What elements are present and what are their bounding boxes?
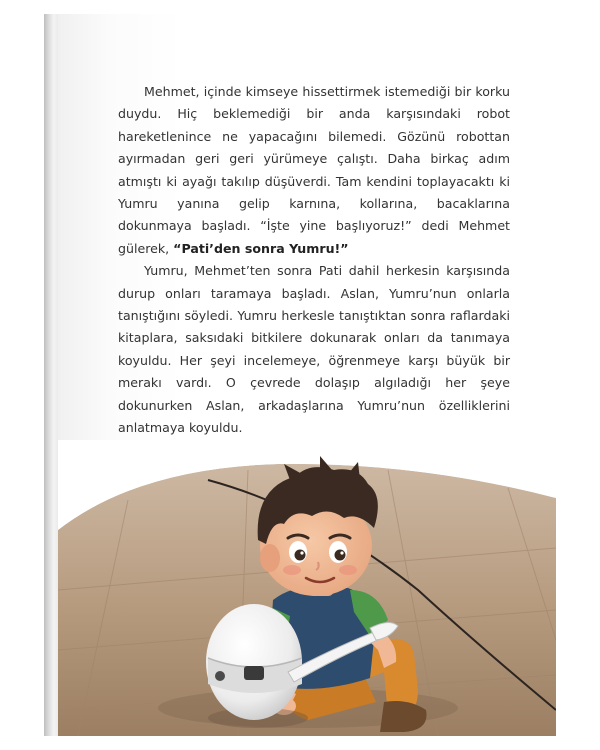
story-paragraph-1 [118, 81, 510, 260]
story-text [118, 81, 510, 440]
paragraph-1-text: Mehmet, içinde kimseye hissettirmek istemediği bir korku duydu. Hiç beklemediği bir anda karşısındaki robot hareketlenince ne yapacağını bilemedi. Gözünü robottan ayırmadan geri geri yürümeye çalıştı. Daha birkaç adım atmıştı ki ayağı takılıp düşüverdi. Tam kendini toplayacaktı ki Yumru yanına gelip karnına, kollarına, bacaklarına dokunmaya başladı. “İşte yine başlıyoruz!” dedi Mehmet gülerek, [118, 84, 510, 256]
story-illustration [58, 440, 556, 736]
paragraph-1-emphasis: “Pati’den sonra Yumru!” [173, 240, 349, 256]
story-paragraph-2: Yumru, Mehmet’ten sonra Pati dahil herkesin karşısında durup onları taramaya başladı. Aslan, Yumru’nun onlarla tanıştığını söyledi. Yumru herkesle tanıştıktan sonra raflardaki kitaplara, saksıdaki bitkilere dokunarak onları da tanımaya koyuldu. Her şeyi incelemeye, öğrenmeye karşı büyük bir merakı vardı. O çevrede dolaşıp algıladığı her şeye dokunurken Aslan, arkadaşlarına Yumru’nun özelliklerini anlatmaya koyuldu. [118, 263, 510, 436]
